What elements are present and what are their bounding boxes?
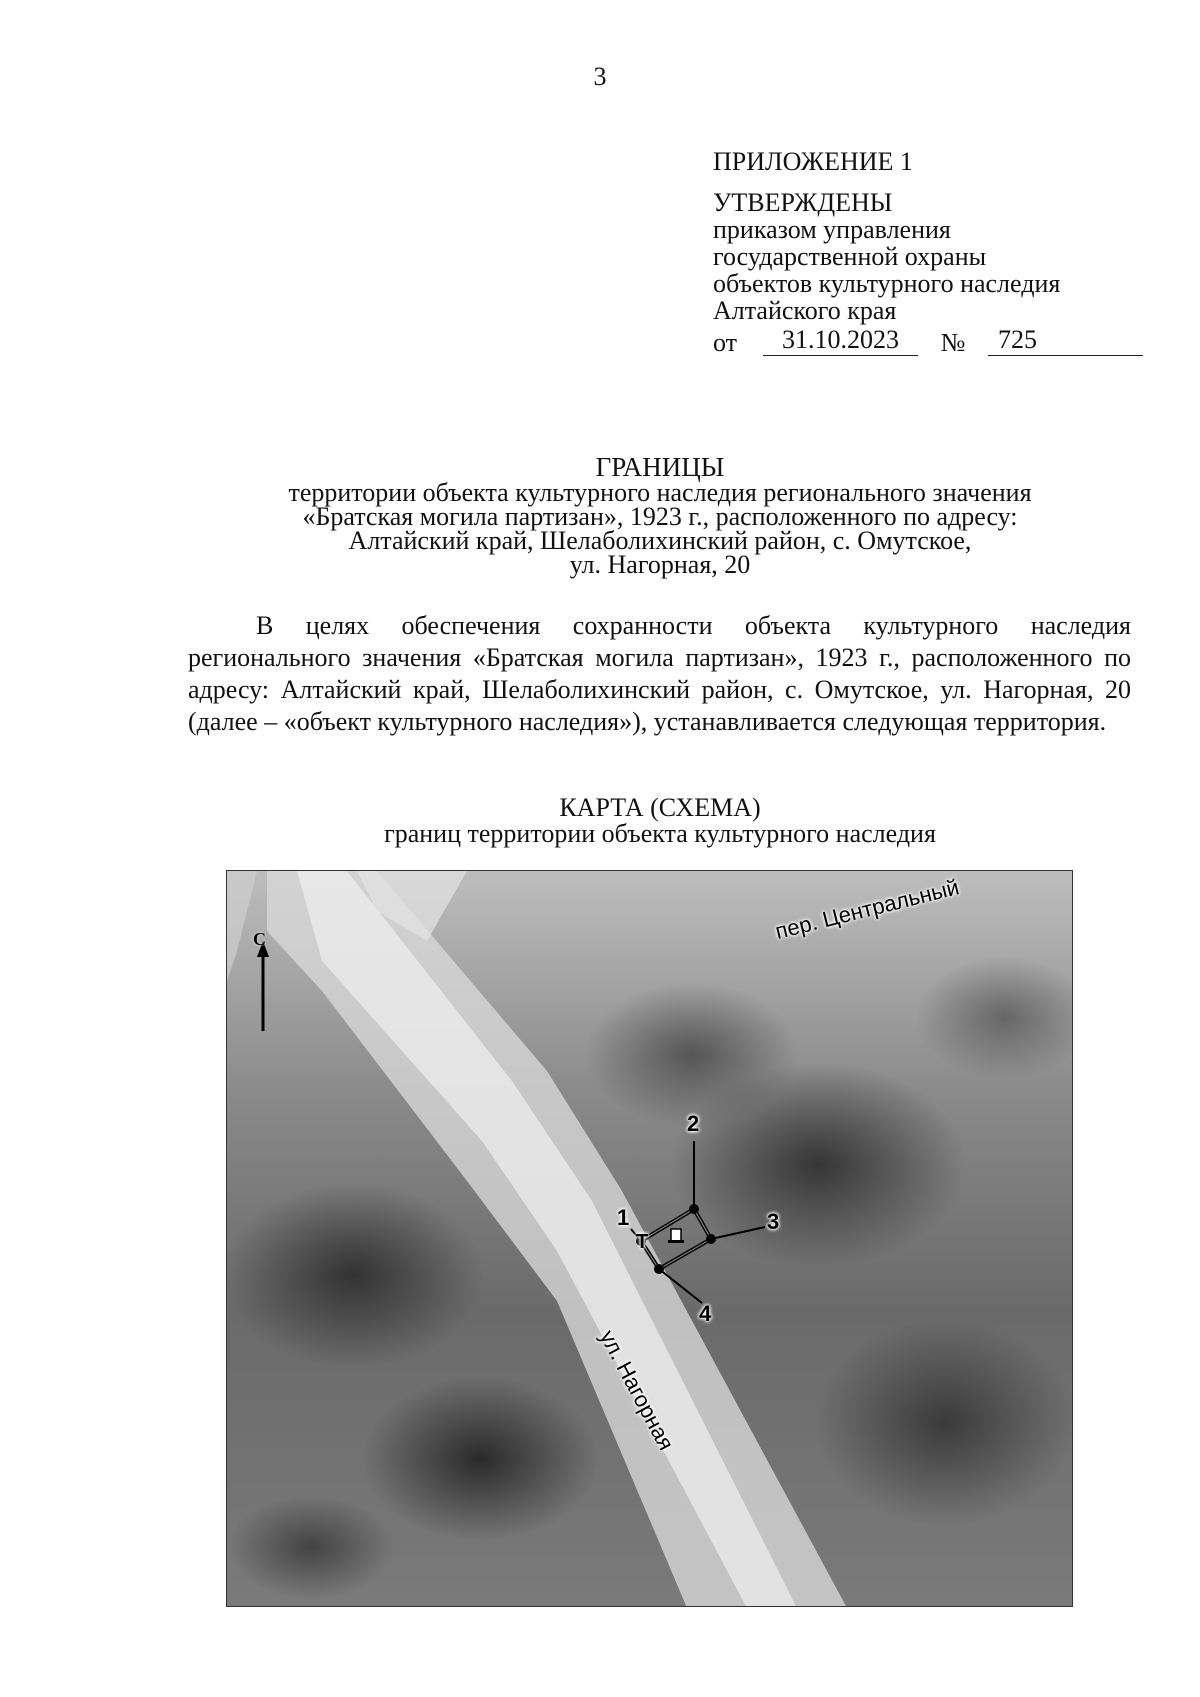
approved-label: УТВЕРЖДЕНЫ <box>713 188 893 217</box>
map-title: КАРТА (СХЕМА) <box>559 793 761 822</box>
map-heading <box>180 795 1140 847</box>
map-overlay <box>227 871 1073 1607</box>
number-prefix: № <box>940 328 966 357</box>
approval-line: приказом управления <box>713 215 951 244</box>
heading-line: ул. Нагорная, 20 <box>569 550 751 579</box>
monument-marker-icon <box>671 1229 681 1241</box>
page-number: 3 <box>593 62 607 91</box>
map-subtitle: границ территории объекта культурного наследия <box>384 819 936 848</box>
heading-line: Алтайский край, Шелаболихинский район, с. Омутское, <box>348 526 972 555</box>
approval-line: Алтайского края <box>713 296 897 325</box>
body-paragraph: В целях обеспечения сохранности объекта культурного наследия регионального значения «Братская могила партизан», 1923 г., расположенного по адресу: Алтайский край, Шелаболихинский район, с. Омутское, ул. Нагорная, 20 (далее – «объект культурного наследия»), устанавливается следующая территория. <box>188 611 1131 736</box>
approval-line: государственной охраны <box>713 242 987 271</box>
order-date: 31.10.2023 <box>763 326 918 356</box>
street-label-central: пер. Центральный <box>772 874 962 945</box>
point-label-1: 1 <box>617 1205 630 1230</box>
heading-line: «Братская могила партизан», 1923 г., расположенного по адресу: <box>302 502 1018 531</box>
leader-line <box>711 1227 765 1239</box>
document-title: ГРАНИЦЫ <box>595 452 725 482</box>
point-label-2: 2 <box>687 1111 700 1136</box>
appendix-label: ПРИЛОЖЕНИЕ 1 <box>713 147 913 176</box>
point-label-4: 4 <box>699 1301 712 1326</box>
light-patch <box>227 871 257 981</box>
map-scheme <box>226 870 1073 1607</box>
order-date-number <box>713 326 1143 356</box>
street-label-nagornaya: ул. Нагорная <box>594 1326 679 1455</box>
approval-line: объектов культурного наследия <box>713 269 1061 298</box>
point-label-3: 3 <box>767 1209 780 1234</box>
order-number: 725 <box>988 326 1143 356</box>
monument-marker-base <box>668 1240 684 1243</box>
document-heading <box>180 452 1140 579</box>
approval-block <box>713 148 1143 356</box>
heading-line: территории объекта культурного наследия регионального значения <box>288 478 1032 507</box>
date-prefix: от <box>713 328 738 357</box>
marker-label-t: Т <box>636 1231 649 1253</box>
north-label: С <box>253 929 266 949</box>
